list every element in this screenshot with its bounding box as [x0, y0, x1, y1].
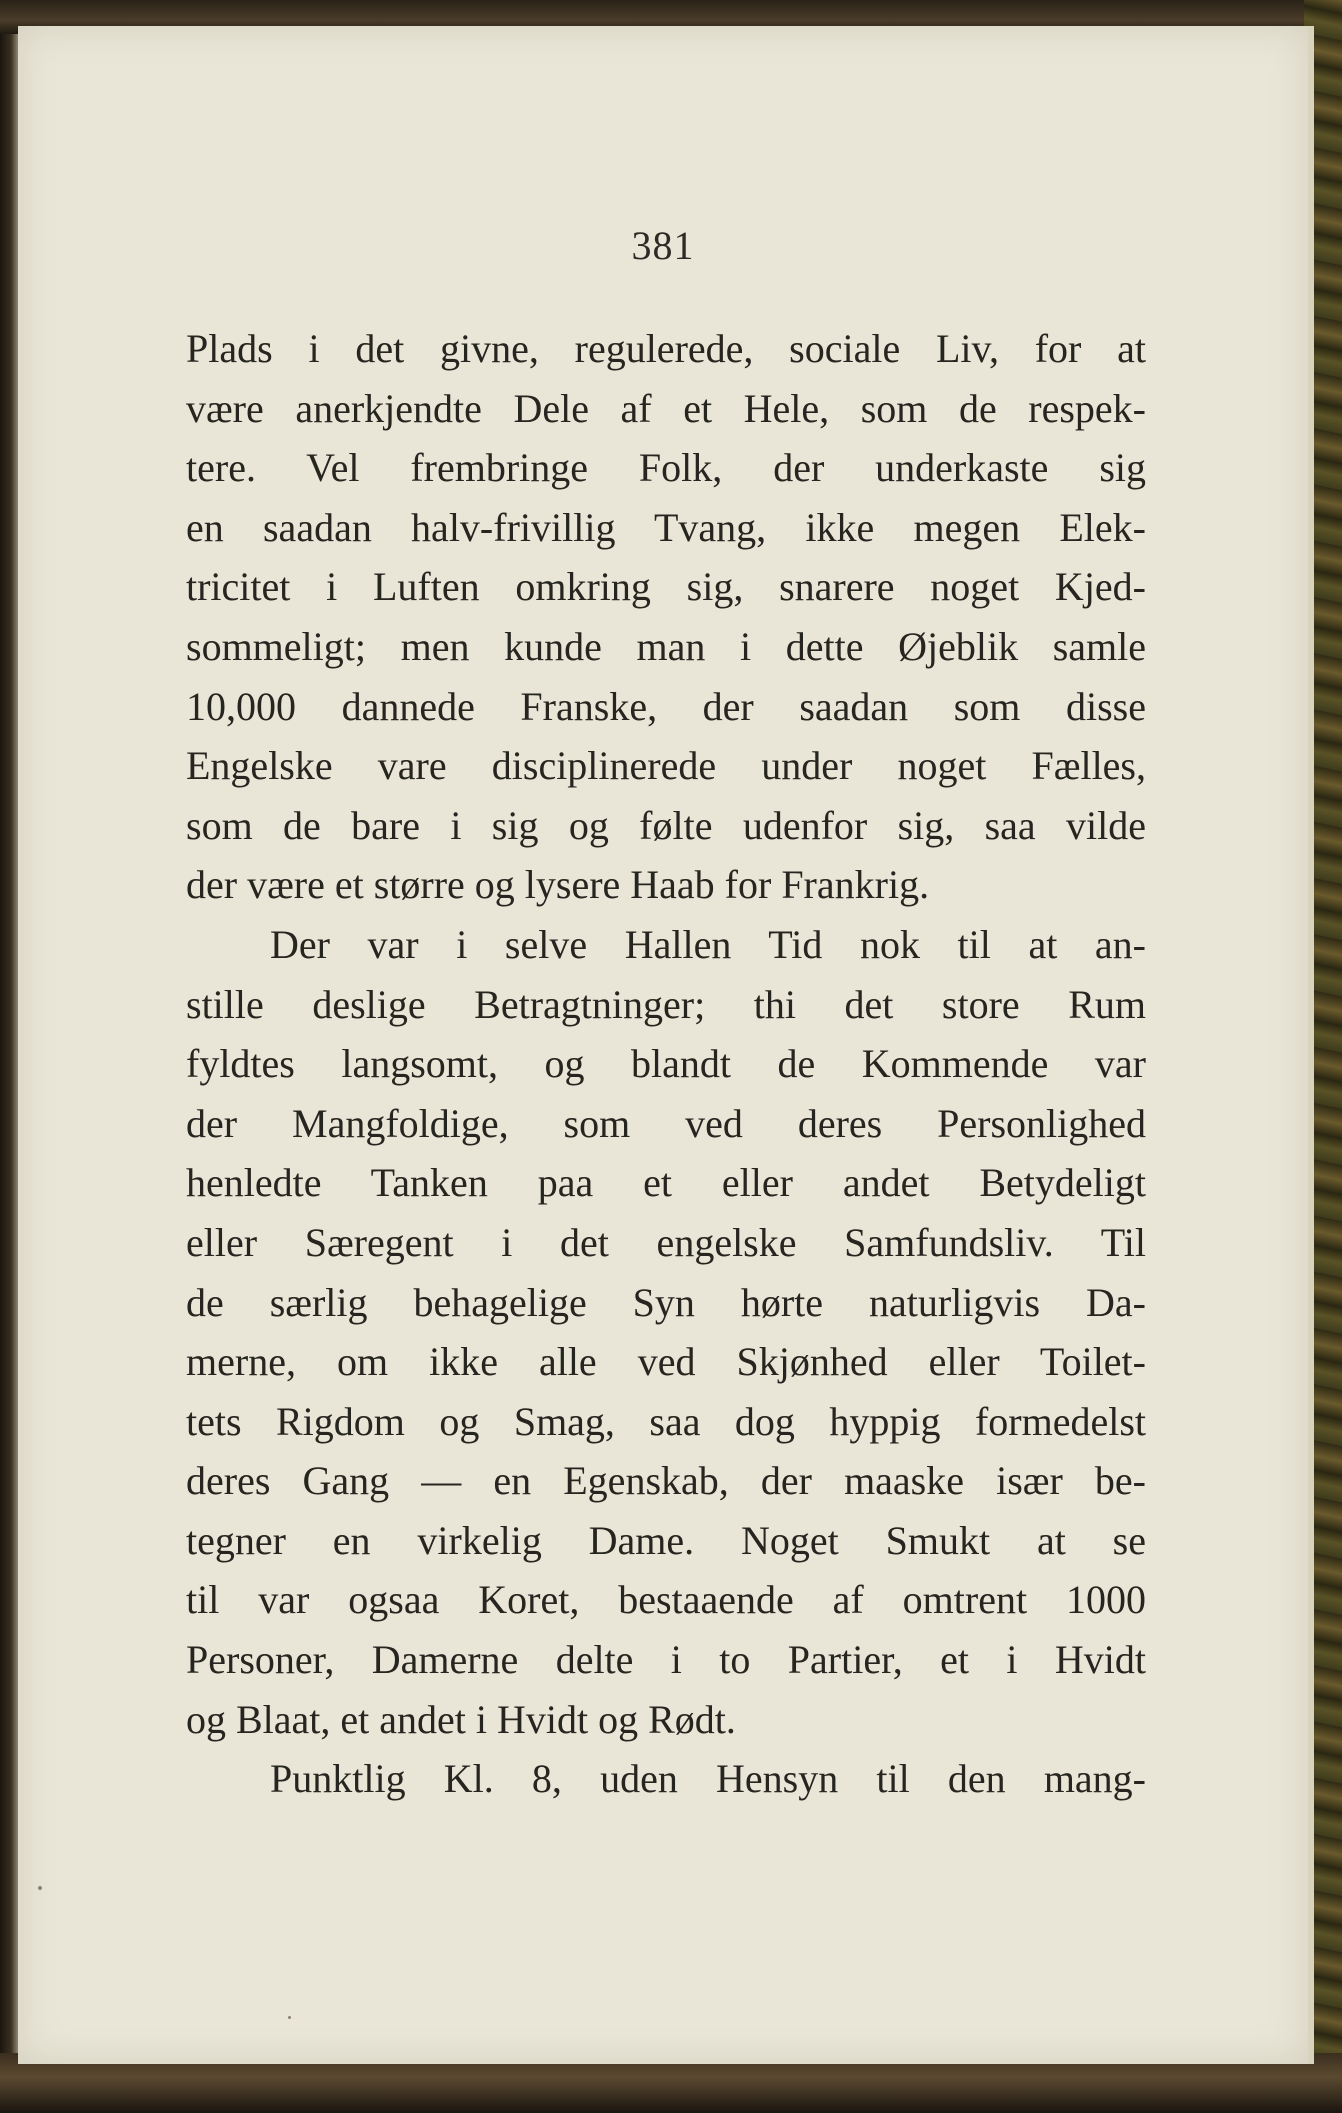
paper-speck — [38, 1886, 42, 1890]
text-line: og Blaat, et andet i Hvidt og Rødt. — [186, 1696, 736, 1742]
page-number: 381 — [631, 223, 695, 268]
text-line: der Mangfoldige, som ved deres Personlighed — [186, 1100, 1146, 1146]
paper-speck — [288, 2016, 291, 2019]
text-line: tricitet i Luften omkring sig, snarere noget Kjed- — [186, 564, 1146, 610]
text-line: tets Rigdom og Smag, saa dog hyppig formedelst — [186, 1398, 1146, 1444]
text-line: sommeligt; men kunde man i dette Øjeblik samle — [186, 623, 1146, 669]
text-line: eller Særegent i det engelske Samfundsliv. Til — [186, 1219, 1146, 1265]
paper-page — [18, 26, 1314, 2064]
text-line: som de bare i sig og følte udenfor sig, saa vilde — [186, 802, 1146, 848]
text-line: Personer, Damerne delte i to Partier, et i Hvidt — [186, 1637, 1146, 1683]
text-line: stille deslige Betragtninger; thi det store Rum — [186, 981, 1146, 1027]
text-line: til var ogsaa Koret, bestaaende af omtrent 1000 — [186, 1577, 1146, 1623]
text-line: tere. Vel frembringe Folk, der underkaste sig — [186, 445, 1146, 491]
text-line: Engelske vare disciplinerede under noget Fælles, — [186, 743, 1146, 789]
text-line: de særlig behagelige Syn hørte naturligvis Da- — [186, 1279, 1146, 1325]
text-line: være anerkjendte Dele af et Hele, som de respek- — [186, 385, 1146, 431]
paragraph-start-line: Der var i selve Hallen Tid nok til at an- — [270, 921, 1146, 967]
text-line: merne, om ikke alle ved Skjønhed eller Toilet- — [186, 1339, 1146, 1385]
paragraph-start-line: Punktlig Kl. 8, uden Hensyn til den mang- — [270, 1756, 1146, 1802]
text-line: Plads i det givne, regulerede, sociale Liv, for at — [186, 326, 1146, 371]
text-line: tegner en virkelig Dame. Noget Smukt at se — [186, 1517, 1146, 1563]
body-text — [186, 319, 1146, 1809]
text-line: 10,000 dannede Franske, der saadan som disse — [186, 683, 1146, 729]
text-line: henledte Tanken paa et eller andet Betydeligt — [186, 1160, 1146, 1206]
text-line: der være et større og lysere Haab for Frankrig. — [186, 862, 930, 908]
text-line: fyldtes langsomt, og blandt de Kommende var — [186, 1041, 1146, 1087]
text-line: deres Gang — en Egenskab, der maaske især be- — [186, 1458, 1146, 1504]
text-line: en saadan halv-frivillig Tvang, ikke megen Elek- — [186, 504, 1146, 550]
